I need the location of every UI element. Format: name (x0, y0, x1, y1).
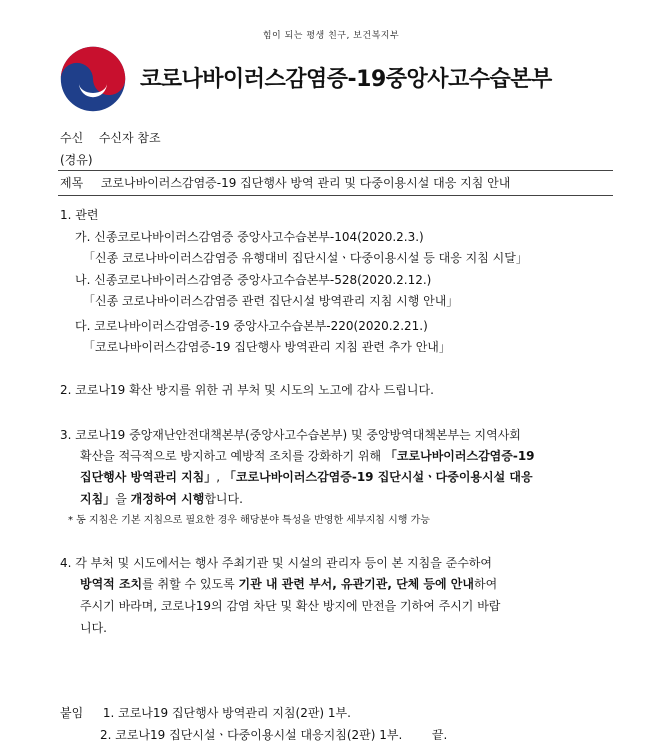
item4-emphasis: 방역적 조치 (80, 577, 143, 591)
item3-note: * 동 지침은 기본 지침으로 필요한 경우 해당분야 특성을 반영한 세부지침 시행 가능 (68, 515, 430, 526)
item4-line1: 4. 각 부처 및 시도에서는 행사 주최기관 및 시설의 관리자 등이 본 지침을 준수하여 (60, 556, 492, 570)
item3-line1: 3. 코로나19 중앙재난안전대책본부(중앙사고수습본부) 및 중앙방역대책본부는 지역사회 (60, 428, 521, 442)
item3-emphasis: 집단행사 방역관리 지침」 (80, 470, 217, 484)
item4-line2 (80, 576, 497, 592)
reference-da-title: 「코로나바이러스감염증-19 집단행사 방역관리 지침 관련 추가 안내」 (83, 340, 451, 354)
item3-text: , (216, 470, 224, 484)
item3-text: 을 (115, 492, 131, 506)
divider (58, 195, 613, 196)
item3-line3 (80, 469, 533, 485)
item3-text: 합니다. (204, 492, 243, 506)
reference-na: 나. 신종코로나바이러스감염증 중앙사고수습본부-528(2020.2.12.) (75, 273, 432, 287)
attachment-item-1: 1. 코로나19 집단행사 방역관리 지침(2판) 1부. (102, 706, 351, 720)
attachment-item-2: 2. 코로나19 집단시설ㆍ다중이용시설 대응지침(2판) 1부. (100, 728, 403, 742)
item3-emphasis: 「코로나바이러스감염증-19 집단시설ㆍ다중이용시설 대응 (223, 470, 533, 484)
reference-ga: 가. 신종코로나바이러스감염증 중앙사고수습본부-104(2020.2.3.) (75, 230, 424, 244)
item4-text: 를 취할 수 있도록 (142, 577, 239, 591)
subject-row (60, 175, 510, 191)
reference-da: 다. 코로나바이러스감염증-19 중앙사고수습본부-220(2020.2.21.) (75, 319, 428, 333)
item4-line4: 니다. (80, 621, 107, 635)
item3-emphasis: 개정하여 시행 (130, 492, 205, 506)
item4-line3: 주시기 바라며, 코로나19의 감염 차단 및 확산 방지에 만전을 기하여 주시기 바랍 (80, 599, 501, 613)
recipient-label: 수신 (60, 131, 84, 145)
item3-line2 (80, 448, 535, 464)
item3-emphasis: 지침」 (80, 492, 116, 506)
item2-text: 2. 코로나19 확산 방지를 위한 귀 부처 및 시도의 노고에 감사 드립니다. (60, 383, 434, 397)
item3-line4 (80, 491, 243, 507)
item4-text: 하여 (473, 577, 498, 591)
via-label: (경유) (60, 153, 93, 167)
org-name: 코로나바이러스감염증-19중앙사고수습본부 (140, 67, 552, 92)
item1-heading: 1. 관련 (60, 208, 99, 222)
recipient-value: 수신자 참조 (98, 131, 161, 145)
attachment-row-1 (60, 705, 351, 721)
slogan: 힘이 되는 평생 친구, 보건복지부 (262, 31, 400, 41)
item3-text: 확산을 적극적으로 방지하고 예방적 조치를 강화하기 위해 (80, 449, 385, 463)
item3-emphasis: 「코로나바이러스감염증-19 (384, 449, 535, 463)
taegeuk-logo-icon (58, 44, 128, 114)
reference-na-title: 「신종 코로나바이러스감염증 관련 집단시설 방역관리 지침 시행 안내」 (83, 294, 459, 308)
end-mark: 끝. (431, 728, 448, 742)
recipient-row (60, 130, 161, 146)
item4-emphasis: 기관 내 관련 부서, 유관기관, 단체 등에 안내 (238, 577, 474, 591)
subject-label: 제목 (60, 176, 84, 190)
attachment-row-2 (100, 727, 447, 743)
attachment-label: 붙임 (60, 706, 84, 720)
divider (58, 170, 613, 171)
subject-value: 코로나바이러스감염증-19 집단행사 방역 관리 및 다중이용시설 대응 지침 안내 (100, 176, 511, 190)
reference-ga-title: 「신종 코로나바이러스감염증 유행대비 집단시설ㆍ다중이용시설 등 대응 지침 시달」 (83, 251, 528, 265)
